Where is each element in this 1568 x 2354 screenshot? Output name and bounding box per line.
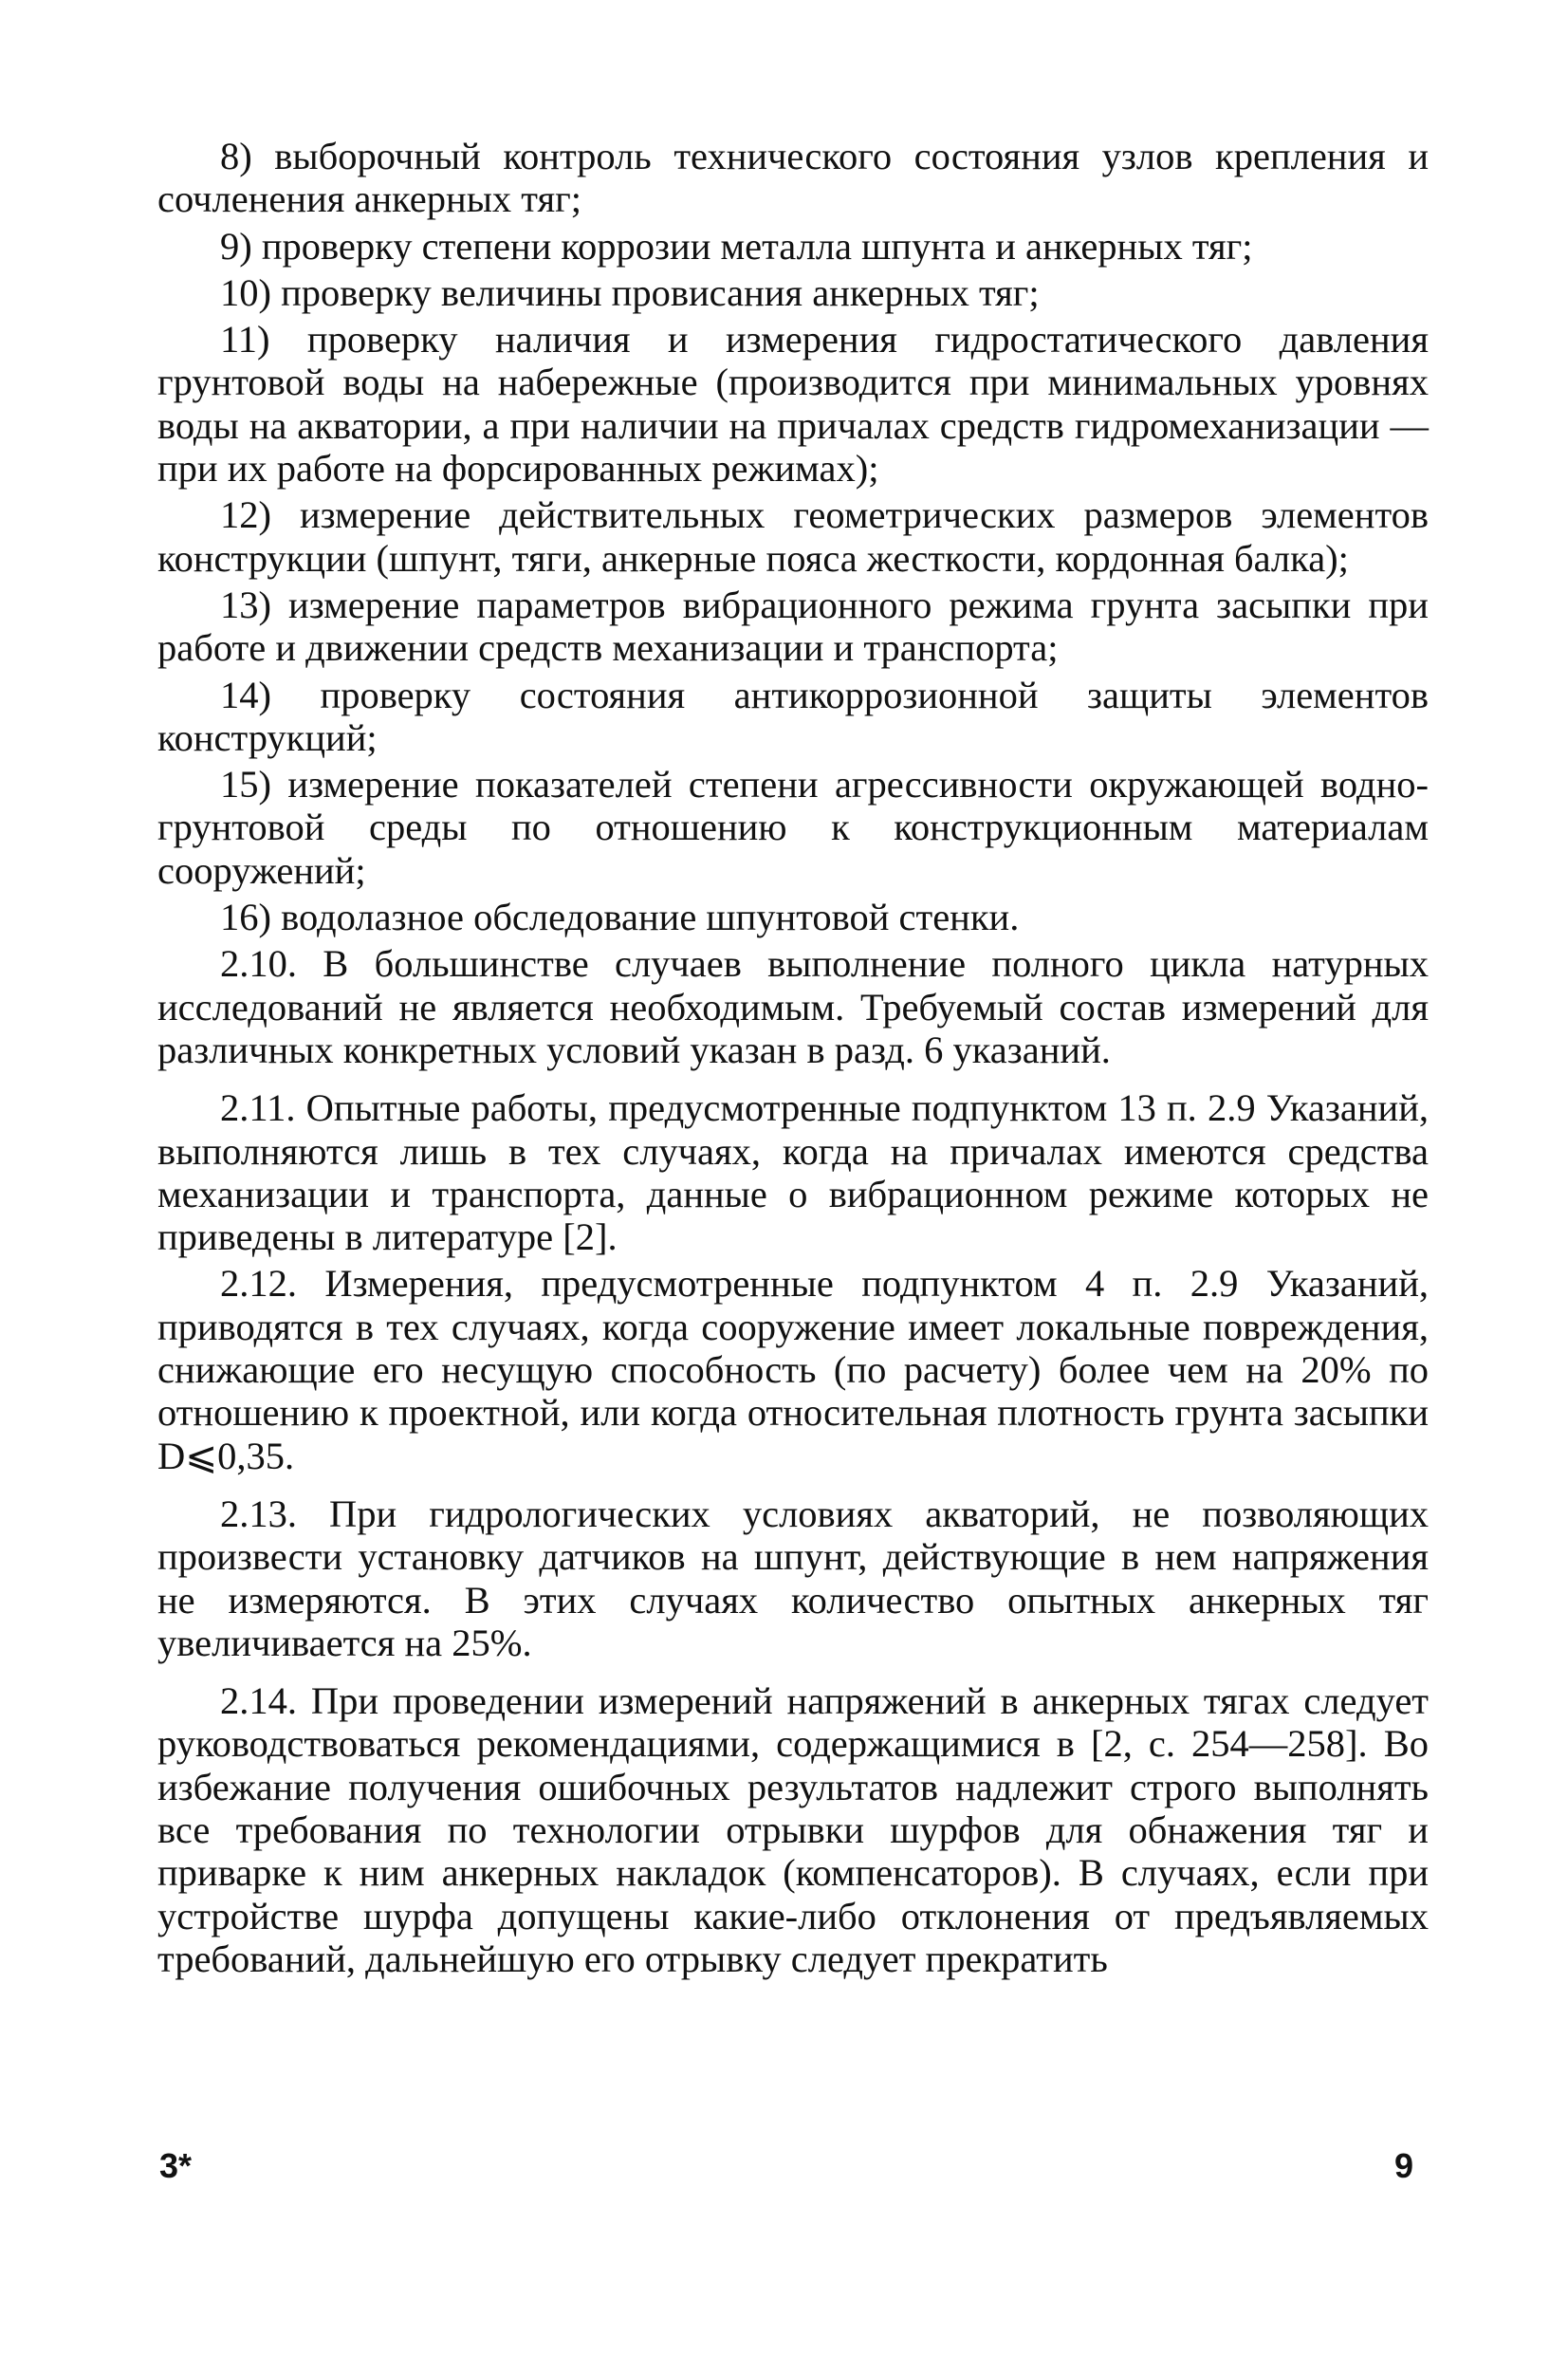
- list-item-15: 15) измерение показателей степени агрессивности окружающей водно-грунтовой среды по отношению к конструкционным материалам сооружений;: [157, 763, 1429, 892]
- body-text: [157, 135, 1429, 1980]
- page-number: 9: [1394, 2146, 1414, 2185]
- list-item-12: 12) измерение действительных геометрических размеров элементов конструкции (шпунт, тяги, анкерные пояса жесткости, кордонная балка);: [157, 493, 1429, 580]
- list-item-10: 10) проверку величины провисания анкерных тяг;: [220, 270, 1040, 314]
- section-2-12: 2.12. Измерения, предусмотренные подпунктом 4 п. 2.9 Указаний, приводятся в тех случаях, когда сооружение имеет локальные повреждения, снижающие его несущую способность (по расчету) более чем на 20% по отношению к проектной, или когда относительная плотность грунта засыпки D⩽0,35.: [157, 1262, 1429, 1477]
- signature-mark: 3*: [159, 2146, 193, 2185]
- section-2-11: 2.11. Опытные работы, предусмотренные подпунктом 13 п. 2.9 Указаний, выполняются лишь в тех случаях, когда на причалах имеются средства механизации и транспорта, данные о вибрационном режиме которых не приведены в литературе [2].: [157, 1086, 1429, 1259]
- list-item-8: 8) выборочный контроль технического состояния узлов крепления и сочленения анкерных тяг;: [157, 135, 1429, 221]
- section-2-14: 2.14. При проведении измерений напряжений в анкерных тягах следует руководствоваться рекомендациями, содержащимися в [2, с. 254—258]. Во избежание получения ошибочных результатов надлежит строго выполнять все требования по технологии отрывки шурфов для обнажения тяг и приварке к ним анкерных накладок (компенсаторов). В случаях, если при устройстве шурфа допущены какие-либо отклонения от предъявляемых требований, дальнейшую его отрывку следует прекратить: [157, 1679, 1429, 1980]
- list-item-9: 9) проверку степени коррозии металла шпунта и анкерных тяг;: [220, 224, 1253, 268]
- list-item-14: 14) проверку состояния антикоррозионной защиты элементов конструкций;: [157, 673, 1429, 759]
- list-item-13: 13) измерение параметров вибрационного режима грунта засыпки при работе и движении средств механизации и транспорта;: [157, 583, 1429, 670]
- list-item-11: 11) проверку наличия и измерения гидростатического давления грунтовой воды на набережные (производится при минимальных уровнях воды на акватории, а при наличии на причалах средств гидромеханизации — при их работе на форсированных режимах);: [157, 318, 1429, 491]
- list-item-16: 16) водолазное обследование шпунтовой стенки.: [220, 896, 1020, 939]
- section-2-10: 2.10. В большинстве случаев выполнение полного цикла натурных исследований не является необходимым. Требуемый состав измерений для различных конкретных условий указан в разд. 6 указаний.: [157, 942, 1429, 1071]
- section-2-13: 2.13. При гидрологических условиях акваторий, не позволяющих произвести установку датчиков на шпунт, действующие в нем напряжения не измеряются. В этих случаях количество опытных анкерных тяг увеличивается на 25%.: [157, 1492, 1429, 1664]
